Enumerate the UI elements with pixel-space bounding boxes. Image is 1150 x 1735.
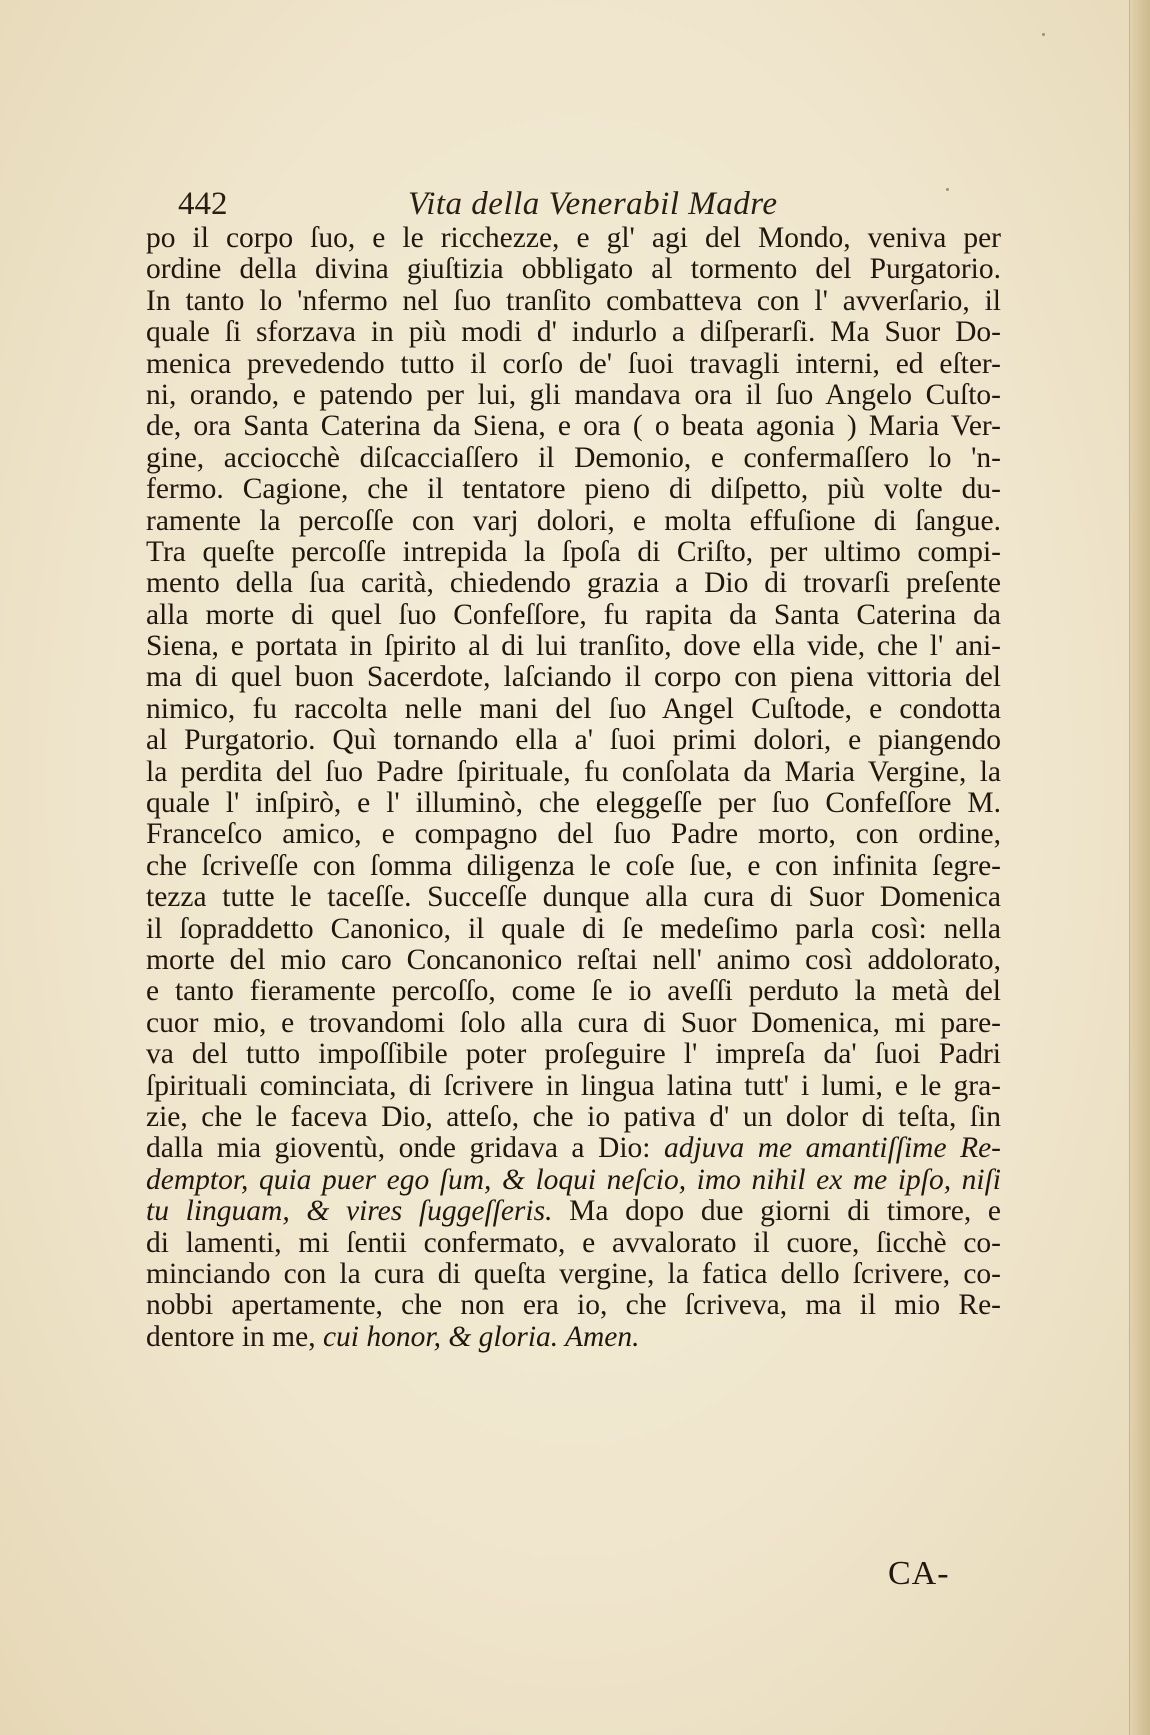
latin-quote: tu linguam, & vires ſuggeſſeris.: [146, 1195, 553, 1228]
text-line: Tra queſte percoſſe intrepida la ſpoſa di Criſto, per ultimo compi-: [146, 535, 1001, 568]
text-line: fermo. Cagione, che il tentatore pieno di diſpetto, più volte du-: [146, 473, 1001, 506]
text-line: cuor mio, e trovandomi ſolo alla cura di Suor Domenica, mi pare-: [146, 1006, 1001, 1039]
text-line: va del tutto impoſſibile poter proſeguire l' impreſa da' ſuoi Padri: [146, 1038, 1001, 1071]
text-line: ſpirituali cominciata, di ſcrivere in lingua latina tutt' i lumi, e le gra-: [146, 1069, 1001, 1102]
text-line-final: [146, 1322, 1001, 1353]
text-line: al Purgatorio. Quì tornando ella a' ſuoi primi dolori, e piangendo: [146, 724, 1001, 757]
text-line: menica prevedendo tutto il corſo de' ſuoi travagli interni, ed eſter-: [146, 347, 1001, 380]
text-segment: dalla mia gioventù, onde gridava a Dio:: [146, 1132, 651, 1165]
text-line: Siena, e portata in ſpirito al di lui tranſito, dove ella vide, che l' ani-: [146, 630, 1001, 663]
text-line: ni, orando, e patendo per lui, gli mandava ora il ſuo Angelo Cuſto-: [146, 378, 1001, 411]
body-text: [146, 223, 1001, 1353]
text-line: ramente la percoſſe con varj dolori, e molta effuſione di ſangue.: [146, 504, 1001, 537]
text-line: mento della ſua carità, chiedendo grazia a Dio di trovarſi preſente: [146, 567, 1001, 600]
text-line: la perdita del ſuo Padre ſpirituale, fu conſolata da Maria Vergine, la: [146, 755, 1001, 788]
page-edge: [1129, 0, 1150, 1735]
text-line: quale ſi sforzava in più modi d' indurlo a diſperarſi. Ma Suor Do-: [146, 316, 1001, 349]
text-line: po il corpo ſuo, e le ricchezze, e gl' agi del Mondo, veniva per: [146, 222, 1001, 254]
text-line-mixed: [146, 1133, 1001, 1164]
latin-quote-line: demptor, quia puer ego ſum, & loqui neſcio, imo nihil ex me ipſo, niſi: [146, 1163, 1001, 1196]
text-line: quale l' inſpirò, e l' illuminò, che eleggeſſe per ſuo Confeſſore M.: [146, 787, 1001, 820]
text-line: morte del mio caro Concanonico reſtai nell' animo così addolorato,: [146, 943, 1001, 976]
text-line-mixed: [146, 1196, 1001, 1227]
text-line: minciando con la cura di queſta vergine, la fatica dello ſcrivere, co-: [146, 1257, 1001, 1290]
text-line: ma di quel buon Sacerdote, laſciando il corpo con piena vittoria del: [146, 661, 1001, 694]
text-line: gine, acciocchè diſcacciaſſero il Demonio, e confermaſſero lo 'n-: [146, 441, 1001, 474]
text-line: di lamenti, mi ſentii confermato, e avvalorato il cuore, ſicchè co-: [146, 1226, 1001, 1259]
text-line: zie, che le faceva Dio, atteſo, che io pativa d' un dolor di teſta, ſin: [146, 1100, 1001, 1133]
page-number: 442: [178, 186, 228, 222]
page-header: [178, 186, 988, 226]
text-line: de, ora Santa Caterina da Siena, e ora ( o beata agonia ) Maria Ver-: [146, 410, 1001, 443]
catchword: CA-: [888, 1555, 950, 1592]
closing-doxology: cui honor, & gloria. Amen.: [322, 1320, 640, 1353]
text-line: e tanto fieramente percoſſo, come ſe io aveſſi perduto la metà del: [146, 975, 1001, 1008]
running-title: Vita della Venerabil Madre: [408, 186, 778, 222]
text-line: tezza tutte le taceſſe. Succeſſe dunque alla cura di Suor Domenica: [146, 881, 1001, 914]
text-line: che ſcriveſſe con ſomma diligenza le coſe ſue, e con infinita ſegre-: [146, 849, 1001, 882]
text-line: nobbi apertamente, che non era io, che ſcriveva, ma il mio Re-: [146, 1289, 1001, 1322]
text-segment: dentore in me,: [146, 1320, 316, 1353]
text-line: ordine della divina giuſtizia obbligato al tormento del Purgatorio.: [146, 253, 1001, 286]
text-line: il ſopraddetto Canonico, il quale di ſe medeſimo parla così: nella: [146, 912, 1001, 945]
text-line: In tanto lo 'nfermo nel ſuo tranſito combatteva con l' avverſario, il: [146, 284, 1001, 317]
text-line: alla morte di quel ſuo Confeſſore, fu rapita da Santa Caterina da: [146, 598, 1001, 631]
text-segment: Ma dopo due giorni di timore, e: [569, 1195, 1001, 1228]
text-line: Franceſco amico, e compagno del ſuo Padre morto, con ordine,: [146, 818, 1001, 851]
ink-speck: [1042, 33, 1045, 36]
latin-quote: adjuva me amantiſſime Re-: [663, 1132, 1002, 1165]
text-line: nimico, fu raccolta nelle mani del ſuo Angel Cuſtode, e condotta: [146, 692, 1001, 725]
